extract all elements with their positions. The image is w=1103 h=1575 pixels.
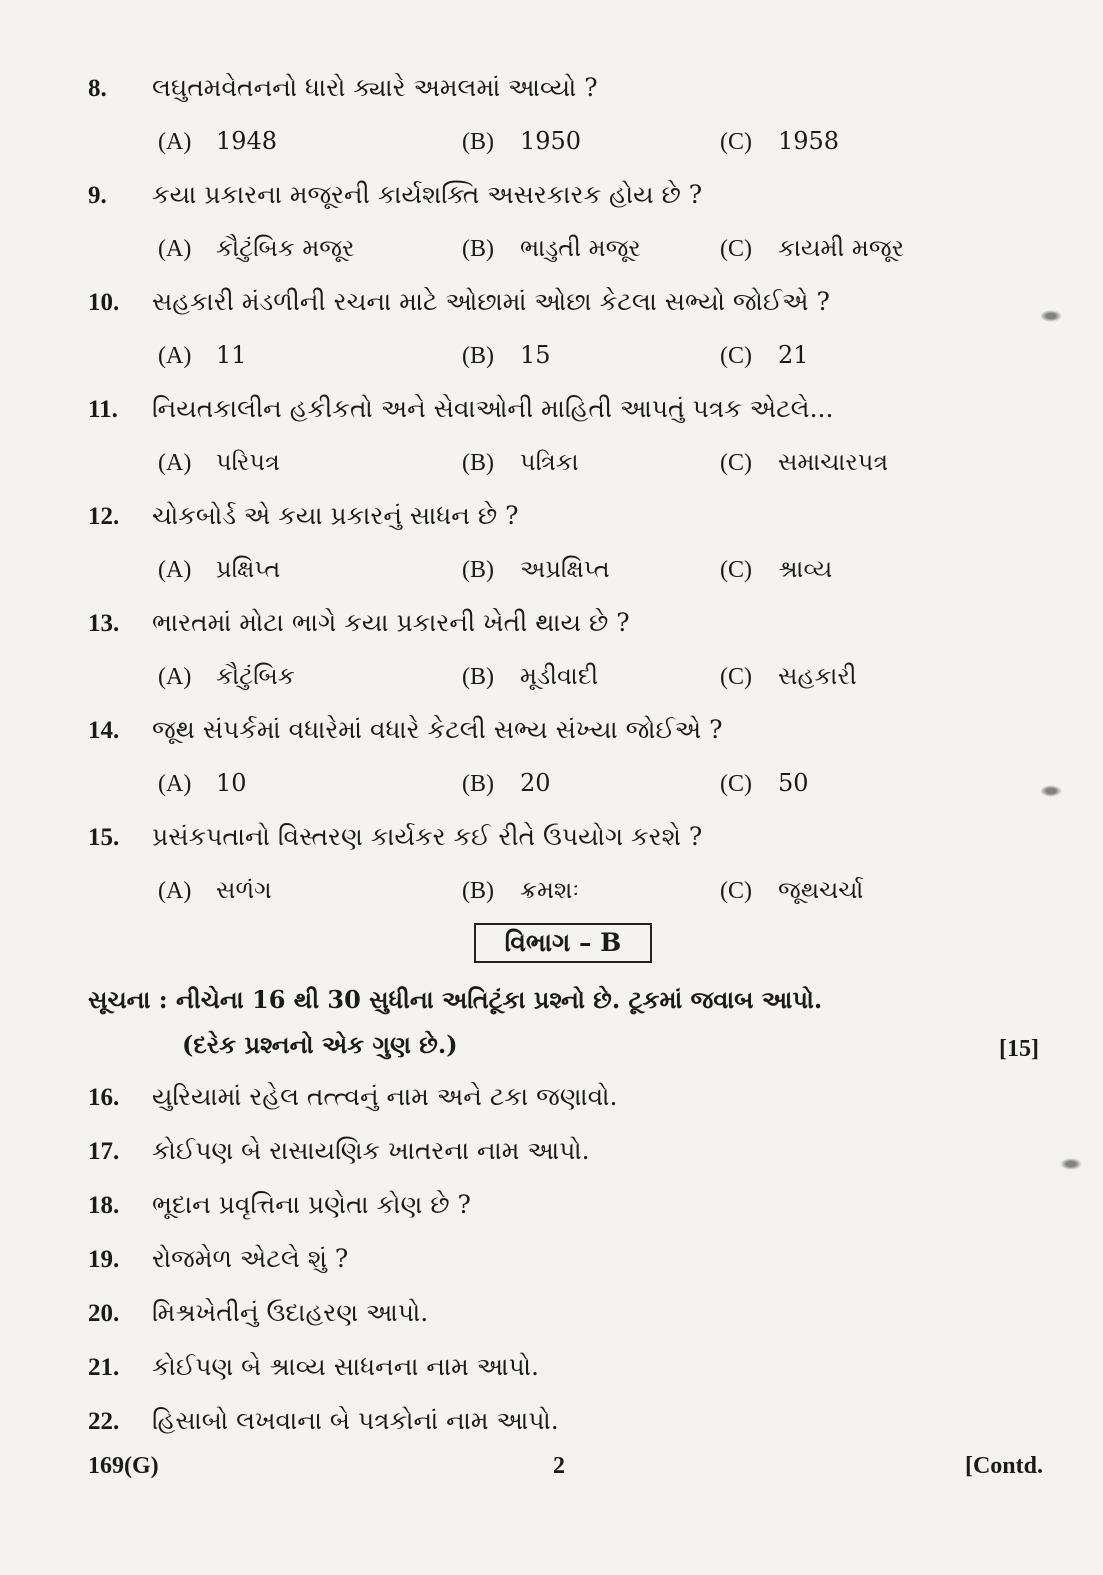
option-label: (A) bbox=[158, 450, 192, 476]
question-number: 8. bbox=[88, 75, 107, 102]
question-number: 19. bbox=[88, 1246, 120, 1273]
option-label: (C) bbox=[720, 236, 752, 262]
question-number: 15. bbox=[88, 824, 120, 851]
option-c bbox=[720, 126, 839, 157]
continued-marker: [Contd. bbox=[964, 1453, 1043, 1479]
question-9 bbox=[88, 180, 702, 211]
question-number: 13. bbox=[88, 610, 120, 637]
option-label: (B) bbox=[462, 236, 494, 262]
option-b bbox=[462, 126, 581, 157]
option-a bbox=[158, 554, 280, 585]
option-text: 10 bbox=[216, 769, 247, 797]
scan-speck bbox=[1060, 1158, 1082, 1170]
option-text: 1948 bbox=[216, 127, 278, 155]
question-22 bbox=[88, 1406, 559, 1437]
question-14 bbox=[88, 715, 723, 746]
option-text: પ્રક્ષિપ્ત bbox=[216, 555, 281, 583]
option-a bbox=[158, 233, 354, 264]
question-number: 12. bbox=[88, 503, 120, 530]
option-text: 15 bbox=[520, 341, 551, 369]
question-text: પ્રસંકપતાનો વિસ્તરણ કાર્યકર કઈ રીતે ઉપયોગ કરશે ? bbox=[152, 822, 703, 851]
option-a bbox=[158, 661, 295, 692]
option-label: (B) bbox=[462, 343, 494, 369]
question-text: ચોકબોર્ડ એ કયા પ્રકારનું સાધન છે ? bbox=[152, 501, 519, 530]
scan-speck bbox=[1040, 310, 1062, 322]
option-label: (A) bbox=[158, 771, 192, 797]
question-text: મિશ્રખેતીનું ઉદાહરણ આપો. bbox=[152, 1298, 429, 1327]
option-label: (B) bbox=[462, 771, 494, 797]
question-12 bbox=[88, 501, 519, 532]
question-text: સહકારી મંડળીની રચના માટે ઓછામાં ઓછા કેટલા સભ્યો જોઈએ ? bbox=[152, 287, 830, 316]
question-text: કોઈપણ બે રાસાયણિક ખાતરના નામ આપો. bbox=[152, 1136, 590, 1165]
question-number: 20. bbox=[88, 1300, 120, 1327]
option-a bbox=[158, 447, 280, 478]
question-number: 21. bbox=[88, 1354, 120, 1381]
option-text: ક્રમશઃ bbox=[520, 876, 580, 904]
option-label: (B) bbox=[462, 878, 494, 904]
option-text: 1950 bbox=[520, 127, 582, 155]
option-label: (A) bbox=[158, 664, 192, 690]
scan-speck bbox=[1040, 785, 1062, 797]
option-text: 20 bbox=[520, 769, 551, 797]
option-label: (C) bbox=[720, 450, 752, 476]
question-number: 14. bbox=[88, 717, 120, 744]
option-text: મૂડીવાદી bbox=[520, 662, 599, 690]
option-b bbox=[462, 447, 579, 478]
option-text: સહકારી bbox=[778, 662, 857, 690]
question-text: હિસાબો લખવાના બે પત્રકોનાં નામ આપો. bbox=[152, 1406, 559, 1435]
option-text: ભાડુતી મજૂર bbox=[520, 234, 641, 262]
section-b-heading: વિભાગ – B bbox=[474, 923, 652, 963]
question-13 bbox=[88, 608, 630, 639]
option-a bbox=[158, 126, 277, 157]
instruction-marks-note: (દરેક પ્રશ્નનો એક ગુણ છે.) bbox=[182, 1030, 458, 1059]
question-text: જૂથ સંપર્કમાં વધારેમાં વધારે કેટલી સભ્ય સંખ્યા જોઈએ ? bbox=[152, 715, 723, 744]
option-text: કાયમી મજૂર bbox=[778, 234, 904, 262]
option-label: (C) bbox=[720, 664, 752, 690]
option-text: પત્રિકા bbox=[520, 448, 579, 476]
option-text: 1958 bbox=[778, 127, 840, 155]
option-c bbox=[720, 554, 832, 585]
option-label: (C) bbox=[720, 771, 752, 797]
option-label: (B) bbox=[462, 664, 494, 690]
question-text: નિયતકાલીન હકીકતો અને સેવાઓની માહિતી આપતું પત્રક એટલે... bbox=[152, 394, 834, 423]
option-label: (B) bbox=[462, 450, 494, 476]
option-b bbox=[462, 554, 610, 585]
instruction-line: સૂચના : નીચેના 16 થી 30 સુધીના અતિટૂંકા પ્રશ્નો છે. ટૂકમાં જવાબ આપો. bbox=[88, 985, 823, 1014]
section-marks: [15] bbox=[999, 1036, 1039, 1062]
option-a bbox=[158, 340, 247, 371]
question-text: રોજમેળ એટલે શું ? bbox=[152, 1244, 349, 1273]
option-label: (A) bbox=[158, 343, 192, 369]
question-8 bbox=[88, 73, 598, 104]
option-text: જૂથચર્ચા bbox=[778, 876, 864, 904]
option-b bbox=[462, 233, 641, 264]
option-b bbox=[462, 661, 598, 692]
option-b bbox=[462, 340, 551, 371]
question-17 bbox=[88, 1136, 590, 1167]
option-label: (C) bbox=[720, 129, 752, 155]
question-20 bbox=[88, 1298, 428, 1329]
option-c bbox=[720, 447, 888, 478]
option-label: (A) bbox=[158, 878, 192, 904]
option-c bbox=[720, 340, 809, 371]
option-c bbox=[720, 768, 809, 799]
question-number: 22. bbox=[88, 1408, 120, 1435]
option-label: (A) bbox=[158, 236, 192, 262]
option-text: પરિપત્ર bbox=[216, 448, 280, 476]
option-label: (C) bbox=[720, 878, 752, 904]
option-c bbox=[720, 233, 904, 264]
option-text: સળંગ bbox=[216, 876, 272, 904]
option-b bbox=[462, 875, 579, 906]
question-text: કોઈપણ બે શ્રાવ્ય સાધનના નામ આપો. bbox=[152, 1352, 539, 1381]
question-number: 10. bbox=[88, 289, 120, 316]
option-a bbox=[158, 768, 247, 799]
question-10 bbox=[88, 287, 830, 318]
question-number: 18. bbox=[88, 1192, 120, 1219]
question-11 bbox=[88, 394, 833, 425]
option-text: અપ્રક્ષિપ્ત bbox=[520, 555, 610, 583]
option-label: (B) bbox=[462, 557, 494, 583]
option-c bbox=[720, 875, 863, 906]
option-b bbox=[462, 768, 551, 799]
option-c bbox=[720, 661, 857, 692]
question-18 bbox=[88, 1190, 471, 1221]
question-text: યુરિયામાં રહેલ તત્ત્વનું નામ અને ટકા જણાવો. bbox=[152, 1082, 618, 1111]
page-number: 2 bbox=[553, 1453, 565, 1479]
question-text: ભારતમાં મોટા ભાગે કયા પ્રકારની ખેતી થાય છે ? bbox=[152, 608, 630, 637]
question-15 bbox=[88, 822, 702, 853]
question-text: ભૂદાન પ્રવૃત્તિના પ્રણેતા કોણ છે ? bbox=[152, 1190, 471, 1219]
option-label: (C) bbox=[720, 557, 752, 583]
question-text: કયા પ્રકારના મજૂરની કાર્યશક્તિ અસરકારક હોય છે ? bbox=[152, 180, 703, 209]
question-text: લઘુતમવેતનનો ધારો ક્યારે અમલમાં આવ્યો ? bbox=[152, 73, 598, 102]
option-a bbox=[158, 875, 272, 906]
question-number: 16. bbox=[88, 1084, 120, 1111]
option-text: 50 bbox=[778, 769, 809, 797]
option-text: શ્રાવ્ય bbox=[778, 555, 833, 583]
question-number: 9. bbox=[88, 182, 107, 209]
question-21 bbox=[88, 1352, 539, 1383]
option-label: (A) bbox=[158, 557, 192, 583]
option-label: (B) bbox=[462, 129, 494, 155]
question-number: 11. bbox=[88, 396, 118, 423]
question-19 bbox=[88, 1244, 348, 1275]
option-text: કૌટુંબિક મજૂર bbox=[216, 234, 355, 262]
paper-code: 169(G) bbox=[88, 1453, 159, 1479]
option-label: (C) bbox=[720, 343, 752, 369]
question-16 bbox=[88, 1082, 617, 1113]
option-text: 21 bbox=[778, 341, 809, 369]
option-text: 11 bbox=[216, 341, 247, 369]
option-text: કૌટુંબિક bbox=[216, 662, 295, 690]
option-text: સમાચારપત્ર bbox=[778, 448, 889, 476]
option-label: (A) bbox=[158, 129, 192, 155]
question-number: 17. bbox=[88, 1138, 120, 1165]
